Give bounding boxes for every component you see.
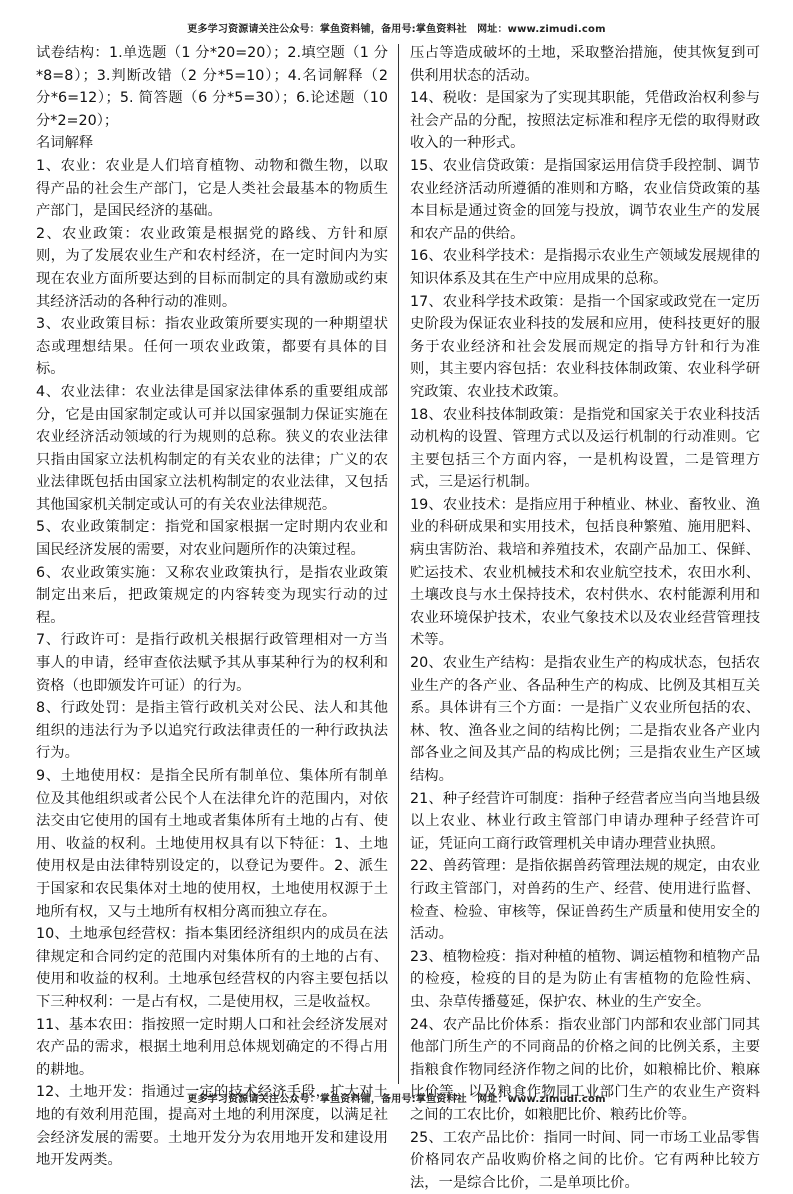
term-entry: 25、工农产品比价：指同一时间、同一市场工业品零售价格同农产品收购价格之间的比价。它有两种比较方法，一是综合比价，二是单项比价。	[410, 1127, 760, 1194]
right-column	[410, 42, 760, 1194]
term-entry: 19、农业技术：是指应用于种植业、林业、畜牧业、渔业的科研成果和实用技术，包括良种繁殖、施用肥料、病虫害防治、栽培和养殖技术，农副产品加工、保鲜、贮运技术、农业机械技术和农业航空技术，农田水利、土壤改良与水土保持技术，农村供水、农村能源利用和农业环境保护技术，农业气象技术以及农业经营管理技术等。	[410, 494, 760, 652]
term-entry: 15、农业信贷政策：是指国家运用信贷手段控制、调节农业经济活动所遵循的准则和方略，农业信贷政策的基本目标是通过资金的回笼与投放，调节农业生产的发展和农产品的供给。	[410, 155, 760, 245]
term-entry: 11、基本农田：指按照一定时期人口和社会经济发展对农产品的需求，根据土地利用总体规划确定的不得占用的耕地。	[36, 1014, 388, 1082]
term-entry: 22、兽药管理：是指依据兽药管理法规的规定，由农业行政主管部门，对兽药的生产、经营、使用进行监督、检查、检验、审核等，保证兽药生产质量和使用安全的活动。	[410, 855, 760, 945]
footer-banner: 更多学习资源请关注公众号：掌鱼资料铺，备用号:掌鱼资料社 网址：www.zimudi.com	[0, 1090, 793, 1105]
term-entry: 18、农业科技体制政策：是指党和国家关于农业科技活动机构的设置、管理方式以及运行机制的行动准则。它主要包括三个方面内容，一是机构设置，二是管理方式，三是运行机制。	[410, 404, 760, 494]
term-entry: 20、农业生产结构：是指农业生产的构成状态，包括农业生产的各产业、各品种生产的构成、比例及其相互关系。具体讲有三个方面：一是指广义农业所包括的农、林、牧、渔各业之间的结构比例；二是指农业各产业内部各业之间及其产品的构成比例；三是指农业生产区域结构。	[410, 652, 760, 788]
term-entry: 6、农业政策实施：又称农业政策执行，是指农业政策制定出来后，把政策规定的内容转变为现实行动的过程。	[36, 562, 388, 630]
term-entry: 10、土地承包经营权：指本集团经济组织内的成员在法律规定和合同约定的范围内对集体所有的土地的占有、使用和收益的权利。土地承包经营权的内容主要包括以下三种权利：一是占有权，二是使用权，三是收益权。	[36, 923, 388, 1013]
term-entry: 9、土地使用权：是指全民所有制单位、集体所有制单位及其他组织或者公民个人在法律允许的范围内，对依法交由它使用的国有土地或者集体所有土地的占有、使用、收益的权利。土地使用权具有以下特征：1、土地使用权是由法律特别设定的，以登记为要件。2、派生于国家和农民集体对土地的使用权，土地使用权源于土地所有权，又与土地所有权相分离而独立存在。	[36, 765, 388, 923]
section-heading: 名词解释	[36, 132, 388, 155]
term-entry: 23、植物检疫：指对种植的植物、调运植物和植物产品的检疫，检疫的目的是为防止有害植物的危险性病、虫、杂草传播蔓延，保护农、林业的生产安全。	[410, 946, 760, 1014]
term-entry: 16、农业科学技术：是指揭示农业生产领域发展规律的知识体系及其在生产中应用成果的总称。	[410, 245, 760, 290]
left-column	[36, 42, 388, 1172]
term-entry: 17、农业科学技术政策：是指一个国家或政党在一定历史阶段为保证农业科技的发展和应用，使科技更好的服务于农业经济和社会发展而规定的指导方针和行为准则，其主要内容包括：农业科技体制政策、农业科学研究政策、农业技术政策。	[410, 291, 760, 404]
term-entry: 12、土地开发：指通过一定的技术经济手段，扩大对土地的有效利用范围，提高对土地的利用深度，以满足社会经济发展的需要。土地开发分为农用地开发和建设用地开发两类。	[36, 1081, 388, 1171]
term-entry: 24、农产品比价体系：指农业部门内部和农业部门同其他部门所生产的不同商品的价格之间的比例关系，主要指粮食作物同经济作物之间的比价，如粮棉比价、粮麻比价等，以及粮食作物同工业部门生产的农业生产资料之间的工农比价，如粮肥比价、粮药比价等。	[410, 1014, 760, 1127]
term-entry: 3、农业政策目标：指农业政策所要实现的一种期望状态或理想结果。任何一项农业政策，都要有具体的目标。	[36, 313, 388, 381]
header-banner: 更多学习资源请关注公众号：掌鱼资料铺，备用号:掌鱼资料社 网址：www.zimudi.com	[0, 20, 793, 35]
exam-structure: 试卷结构：1.单选题（1 分*20=20）；2.填空题（1 分*8=8）；3.判断改错（2 分*5=10）；4.名词解释（2 分*6=12）；5. 简答题（6 分*5=30）；6.论述题（10 分*2=20）；	[36, 42, 388, 132]
term-entry-continued: 压占等造成破坏的土地，采取整治措施，使其恢复到可供利用状态的活动。	[410, 42, 760, 87]
term-entry: 7、行政许可：是指行政机关根据行政管理相对一方当事人的申请，经审查依法赋予其从事某种行为的权利和资格（也即颁发许可证）的行为。	[36, 629, 388, 697]
term-entry: 1、农业：农业是人们培育植物、动物和微生物，以取得产品的社会生产部门，它是人类社会最基本的物质生产部门，是国民经济的基础。	[36, 155, 388, 223]
term-entry: 21、种子经营许可制度：指种子经营者应当向当地县级以上农业、林业行政主管部门申请办理种子经营许可证，凭证向工商行政管理机关申请办理营业执照。	[410, 788, 760, 856]
term-entry: 14、税收：是国家为了实现其职能，凭借政治权利参与社会产品的分配，按照法定标准和程序无偿的取得财政收入的一种形式。	[410, 87, 760, 155]
column-divider	[398, 44, 399, 1084]
term-entry: 5、农业政策制定：指党和国家根据一定时期内农业和国民经济发展的需要，对农业问题所作的决策过程。	[36, 516, 388, 561]
term-entry: 4、农业法律：农业法律是国家法律体系的重要组成部分，它是由国家制定或认可并以国家强制力保证实施在农业经济活动领域的行为规则的总称。狭义的农业法律只指由国家立法机构制定的有关农业的法律；广义的农业法律既包括由国家立法机构制定的农业法律，又包括其他国家机关制定或认可的有关农业法律规范。	[36, 381, 388, 517]
term-entry: 2、农业政策：农业政策是根据党的路线、方针和原则，为了发展农业生产和农村经济，在一定时间内为实现在农业方面所要达到的目标而制定的具有激励或约束其经济活动的各种行动的准则。	[36, 223, 388, 313]
term-entry: 8、行政处罚：是指主管行政机关对公民、法人和其他组织的违法行为予以追究行政法律责任的一种行政执法行为。	[36, 697, 388, 765]
